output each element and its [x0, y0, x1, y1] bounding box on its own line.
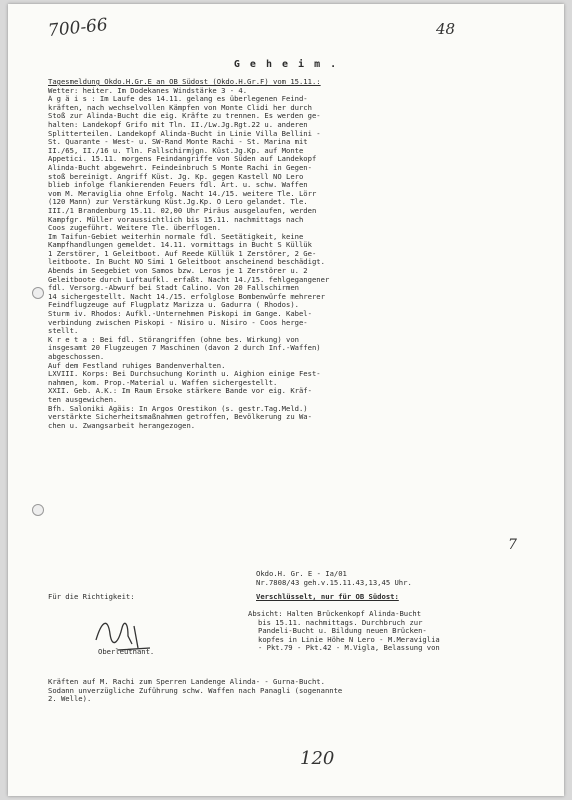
report-line: vom M. Meraviglia ohne Erfolg. Nacht 14./15. weitere Tle. Lörr	[48, 189, 317, 198]
report-line: 1 Zerstörer, 1 Geleitboot. Auf Reede Küllük 1 Zerstörer, 2 Ge-	[48, 249, 317, 258]
handwritten-margin-mark: 7	[508, 537, 517, 553]
encrypted-line: - Pkt.79 - Pkt.42 - M.Vigla, Belassung von	[258, 643, 440, 653]
report-line: ten ausgewichen.	[48, 395, 118, 404]
encrypted-line: Sodann unverzügliche Zuführung schw. Waffen nach Panagli (sogenannte	[48, 685, 343, 695]
report-line: Bfh. Saloniki Ägäis: In Argos Orestikon (s. gestr.Tag.Meld.)	[48, 404, 308, 413]
report-line: Kampfgr. Müller voraussichtlich bis 15.11. nachmittags nach	[48, 215, 304, 224]
punch-hole-upper	[32, 287, 44, 299]
report-line: nahmen, kom. Prop.-Material u. Waffen sichergestellt.	[48, 378, 278, 387]
report-line: XXII. Geb. A.K.: Im Raum Ersoke stärkere Bande vor eig. Kräf-	[48, 387, 312, 396]
report-line: halten: Landekopf Grifo mit Tln. II./Lw.Jg.Rgt.22 u. anderen	[48, 120, 308, 129]
classification-title: G e h e i m .	[233, 59, 339, 70]
encrypted-line: bis 15.11. nachmittags. Durchbruch zur	[258, 617, 423, 627]
encrypted-line: kopfes in Linie Höhe N Lero - M.Meraviglia	[258, 634, 440, 644]
report-line: abgeschossen.	[48, 353, 105, 361]
report-line: kräften, nach wechselvollen Kämpfen von Monte Clidi her durch	[48, 103, 312, 112]
encrypted-line: Absicht: Halten Brückenkopf Alinda-Bucht	[248, 609, 422, 618]
report-line: leitboote. In Bucht NO Simi 1 Geleitboot anscheinend beschädigt.	[48, 258, 325, 267]
report-line: Kampfhandlungen gemeldet. 14.11. vormittags in Bucht S Küllük	[48, 241, 312, 250]
report-line: Abends im Seegebiet von Samos bzw. Leros je 1 Zerstörer u. 2	[48, 267, 308, 276]
encrypted-line: Kräften auf M. Rachi zum Sperren Landenge Alinda- - Gurna-Bucht.	[48, 677, 325, 686]
document-page	[8, 4, 564, 796]
report-line: 14 sichergestellt. Nacht 14./15. erfolglose Bombenwürfe mehrerer	[48, 292, 325, 301]
reference-line-1: Okdo.H. Gr. E - Ia/01	[256, 569, 347, 578]
certification-label: Für die Richtigkeit:	[48, 592, 135, 601]
report-body	[48, 78, 538, 430]
report-line: III./1 Brandenburg 15.11. 02,00 Uhr Piräus ausgelaufen, werden	[48, 206, 317, 215]
report-line: LXVIII. Korps: Bei Durchsuchung Korinth u. Aighion einige Fest-	[48, 370, 321, 379]
report-line: stellt.	[48, 327, 79, 336]
signatory-rank: Oberleutnant.	[98, 647, 155, 656]
report-line: blieb infolge flankierenden Feuers fdl. Art. u. schw. Waffen	[48, 181, 308, 190]
encrypted-line: Pandeli-Bucht u. Bildung neuen Brücken-	[258, 626, 427, 636]
reference-block	[256, 569, 412, 587]
report-line: II./65, II./16 u. Tln. Fallschirmjgn. Küst.Jg.Kp. auf Monte	[48, 146, 304, 155]
encrypted-block	[248, 610, 548, 653]
report-line: K r e t a : Bei fdl. Störangriffen (ohne bes. Wirkung) von	[48, 335, 299, 344]
encrypted-line: 2. Welle).	[48, 694, 92, 704]
report-line: St. Quarante - West- u. SW-Rand Monte Rachi - St. Marina mit	[48, 138, 308, 147]
report-line: Auf dem Festland ruhiges Bandenverhalten.	[48, 361, 226, 370]
report-line: Ä g ä i s : Im Laufe des 14.11. gelang es überlegenen Feind-	[48, 95, 308, 104]
handwritten-folio-number: 120	[300, 748, 335, 769]
report-line: Alinda-Bucht abgewehrt. Feindeinbruch S Monte Rachi in Gegen-	[48, 163, 312, 172]
punch-hole-lower	[32, 504, 44, 516]
handwritten-archive-number: 700-66	[47, 14, 109, 42]
report-line: Tagesmeldung Okdo.H.Gr.E an OB Südost (Okdo.H.Gr.F) vom 15.11.:	[48, 78, 321, 86]
report-line: stoß bereinigt. Angriff Küst. Jg. Kp. gegen Kastell NO Lero	[48, 172, 304, 181]
report-line: Im Taifun-Gebiet weiterhin normale fdl. Seetätigkeit, keine	[48, 232, 304, 241]
encrypted-tail	[48, 678, 342, 704]
report-line: chen u. Zwangsarbeit herangezogen.	[48, 421, 196, 430]
report-line: verbindung zwischen Piskopi - Nisiro u. Nisiro - Coos herge-	[48, 318, 308, 327]
report-line: Geleitboote durch Luftaufkl. erfaßt. Nacht 14./15. fehlgegangener	[48, 275, 330, 284]
report-line: Splitterteilen. Landekopf Alinda-Bucht in Linie Villa Bellini -	[48, 129, 321, 138]
report-line: Stoß zur Alinda-Bucht die eig. Kräfte zu trennen. Es werden ge-	[48, 112, 321, 121]
report-line: Wetter: heiter. Im Dodekanes Windstärke 3 - 4.	[48, 86, 248, 95]
handwritten-page-number: 48	[436, 20, 456, 38]
report-line: Feindflugzeuge auf Flugplatz Marizza u. Gadurra ( Rhodos).	[48, 301, 299, 310]
report-line: (120 Mann) zur Verstärkung Küst.Jg.Kp. O Lero gelandet. Tle.	[48, 198, 308, 207]
report-line: insgesamt 20 Flugzeugen 7 Maschinen (davon 2 durch Inf.-Waffen)	[48, 344, 321, 353]
report-line: fdl. Versorg.-Abwurf bei Stadt Calino. Von 20 Fallschirmen	[48, 284, 299, 293]
encrypted-heading: Verschlüsselt, nur für OB Südost:	[256, 592, 399, 601]
reference-line-2: Nr.7808/43 geh.v.15.11.43,13,45 Uhr.	[256, 578, 412, 587]
report-line: verstärkte Sicherheitsmaßnahmen getroffen, Bevölkerung zu Wa-	[48, 413, 312, 422]
report-line: Sturm iv. Rhodos: Aufkl.-Unternehmen Piskopi im Gange. Kabel-	[48, 310, 312, 319]
report-line: Coos zugeführt. Weitere Tle. überflogen.	[48, 224, 222, 233]
report-line: Appetici. 15.11. morgens Feindangriffe von Süden auf Landekopf	[48, 155, 317, 164]
